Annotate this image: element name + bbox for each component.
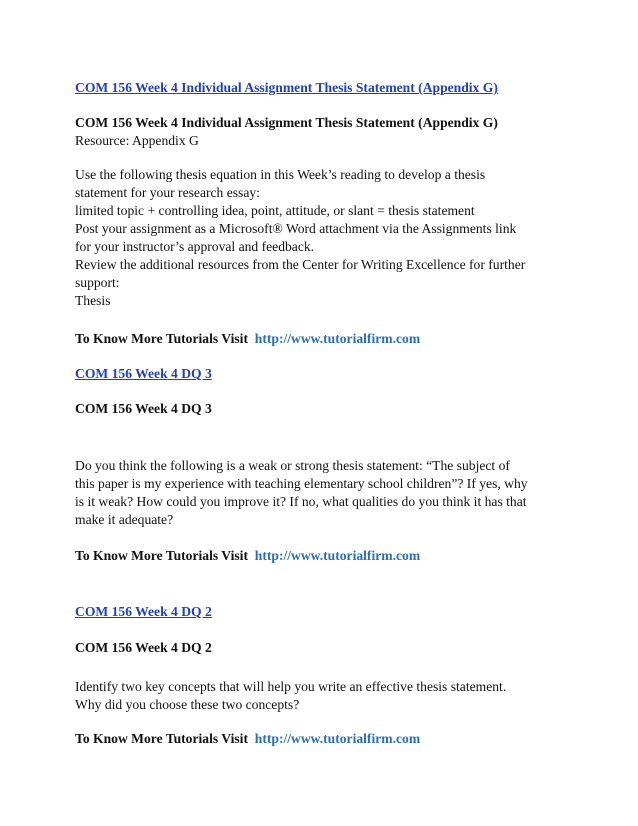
body-line: make it adequate? — [75, 512, 174, 527]
cta-label: To Know More Tutorials Visit — [75, 548, 248, 563]
body-line: for your instructor’s approval and feedback. — [75, 239, 315, 254]
body-line: Post your assignment as a Microsoft® Word attachment via the Assignments link — [75, 221, 517, 236]
body-line: Do you think the following is a weak or strong thesis statement: “The subject of — [75, 458, 510, 473]
tutorial-link[interactable]: http://www.tutorialfirm.com — [254, 548, 421, 563]
section1-body — [75, 166, 525, 310]
body-line: limited topic + controlling idea, point, attitude, or slant = thesis statement — [75, 203, 475, 218]
section2-cta — [75, 547, 420, 565]
body-line: Why did you choose these two concepts? — [75, 697, 300, 712]
section1-title-link[interactable]: COM 156 Week 4 Individual Assignment Thesis Statement (Appendix G) — [75, 80, 498, 95]
section2-heading: COM 156 Week 4 DQ 3 — [75, 401, 212, 416]
body-line: statement for your research essay: — [75, 185, 260, 200]
section2-title-link[interactable]: COM 156 Week 4 DQ 3 — [75, 366, 212, 381]
body-line: support: — [75, 275, 120, 290]
tutorial-link[interactable]: http://www.tutorialfirm.com — [254, 331, 421, 346]
section3-body — [75, 678, 506, 714]
tutorial-link[interactable]: http://www.tutorialfirm.com — [254, 731, 421, 746]
body-line: Use the following thesis equation in this Week’s reading to develop a thesis — [75, 167, 486, 182]
section1-resource: Resource: Appendix G — [75, 133, 199, 148]
section3-title-link[interactable]: COM 156 Week 4 DQ 2 — [75, 604, 212, 619]
cta-label: To Know More Tutorials Visit — [75, 731, 248, 746]
body-line: this paper is my experience with teaching elementary school children”? If yes, why — [75, 476, 528, 491]
section2-body — [75, 457, 528, 529]
body-line: Identify two key concepts that will help you write an effective thesis statement. — [75, 679, 507, 694]
body-line: is it weak? How could you improve it? If no, what qualities do you think it has that — [75, 494, 527, 509]
section1-heading: COM 156 Week 4 Individual Assignment Thesis Statement (Appendix G) — [75, 115, 498, 130]
body-line: Review the additional resources from the Center for Writing Excellence for further — [75, 257, 526, 272]
cta-label: To Know More Tutorials Visit — [75, 331, 248, 346]
section3-heading: COM 156 Week 4 DQ 2 — [75, 640, 212, 655]
section1-cta — [75, 330, 420, 348]
section3-cta — [75, 730, 420, 748]
body-line: Thesis — [75, 293, 111, 308]
